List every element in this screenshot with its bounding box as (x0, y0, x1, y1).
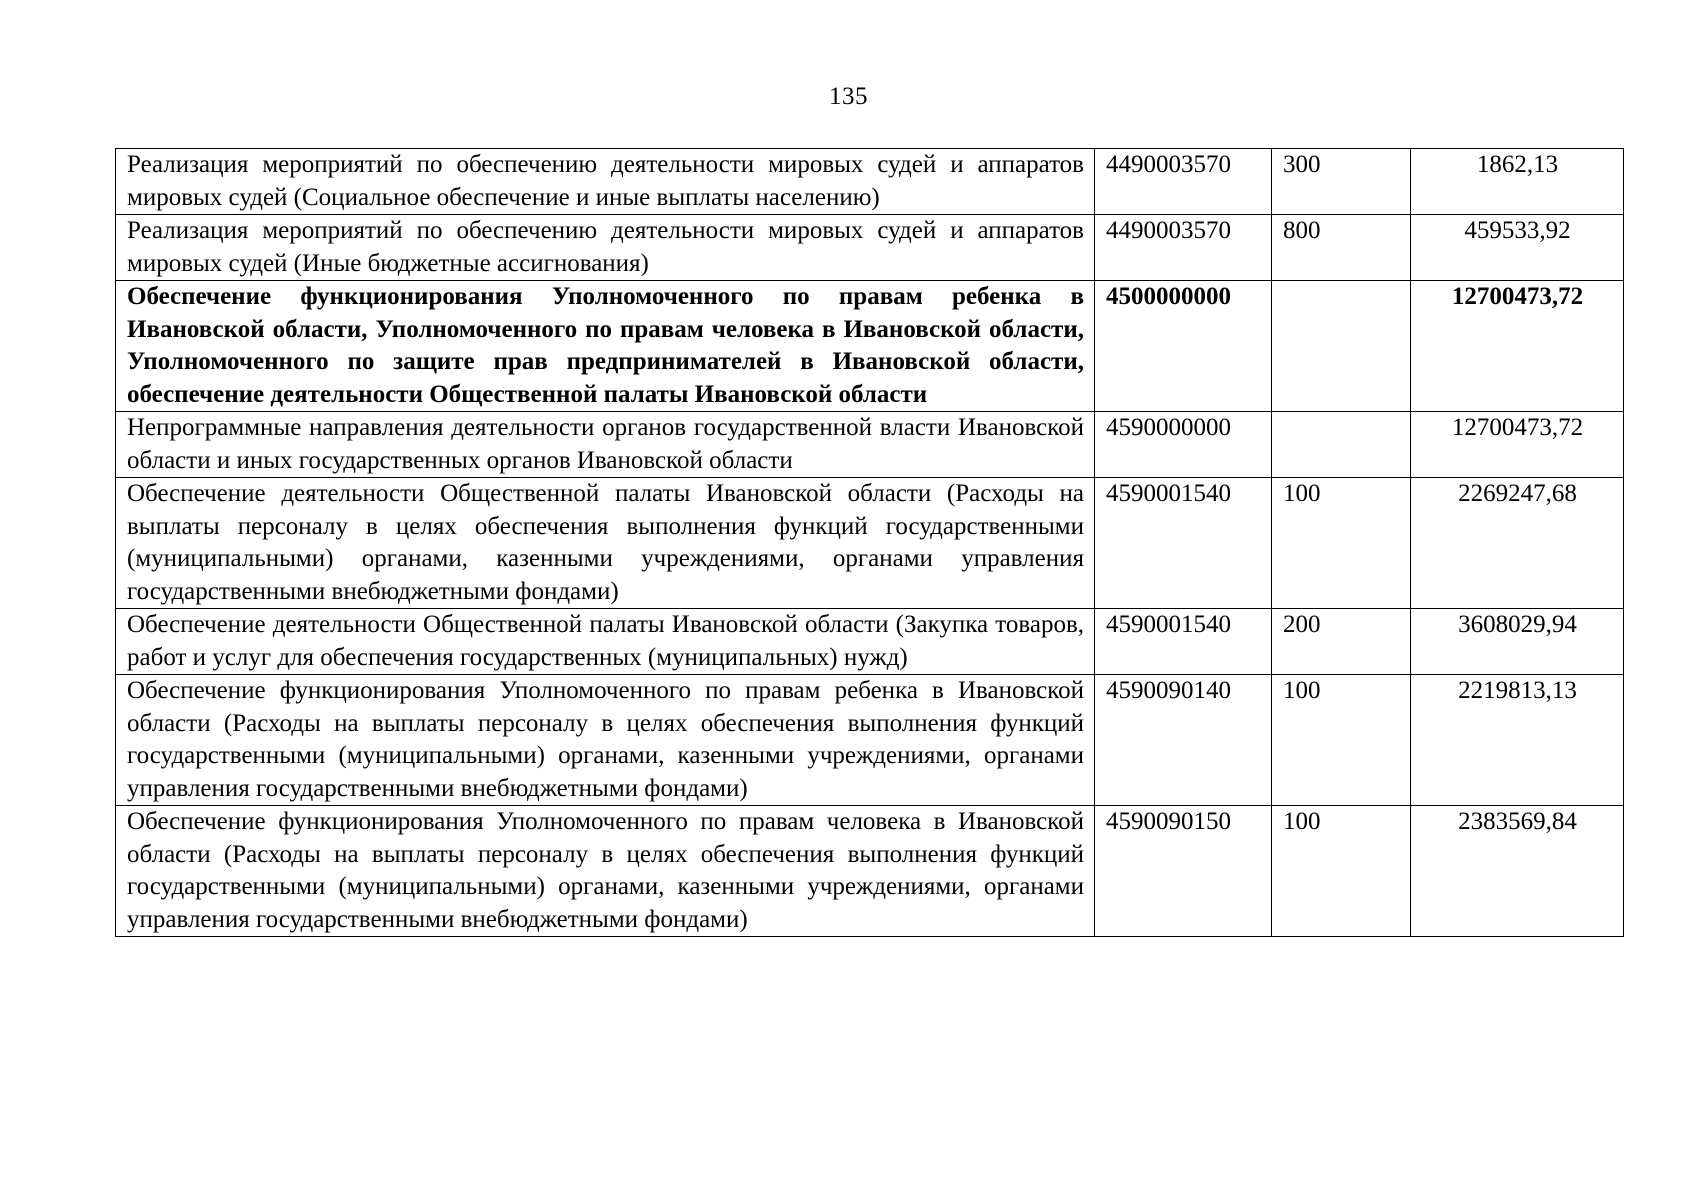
target-code-cell: 4490003570 (1095, 149, 1272, 215)
table-row (116, 149, 1624, 215)
target-code-cell: 4590090150 (1095, 806, 1272, 937)
expense-type-cell: 800 (1272, 215, 1411, 281)
amount-cell: 3608029,94 (1411, 609, 1624, 675)
item-name-cell: Обеспечение функционирования Уполномоченного по правам человека в Ивановской области (Расходы на выплаты персоналу в целях обеспечения выполнения функций государственными (муниципальными) органами, казенными учреждениями, органами управления государственными внебюджетными фондами) (116, 806, 1095, 937)
item-name-cell: Реализация мероприятий по обеспечению деятельности мировых судей и аппаратов мировых судей (Социальное обеспечение и иные выплаты населению) (116, 149, 1095, 215)
budget-table-body (116, 149, 1624, 937)
item-name-cell: Реализация мероприятий по обеспечению деятельности мировых судей и аппаратов мировых судей (Иные бюджетные ассигнования) (116, 215, 1095, 281)
budget-table (115, 148, 1624, 937)
amount-cell: 12700473,72 (1411, 412, 1624, 478)
item-name-cell: Непрограммные направления деятельности органов государственной власти Ивановской области и иных государственных органов Ивановской области (116, 412, 1095, 478)
target-code-cell: 4500000000 (1095, 281, 1272, 412)
target-code-cell: 4590001540 (1095, 478, 1272, 609)
table-row (116, 412, 1624, 478)
amount-cell: 1862,13 (1411, 149, 1624, 215)
item-name-cell: Обеспечение деятельности Общественной палаты Ивановской области (Расходы на выплаты персоналу в целях обеспечения выполнения функций государственными (муниципальными) органами, казенными учреждениями, органами управления государственными внебюджетными фондами) (116, 478, 1095, 609)
expense-type-cell: 100 (1272, 806, 1411, 937)
expense-type-cell (1272, 281, 1411, 412)
target-code-cell: 4490003570 (1095, 215, 1272, 281)
amount-cell: 459533,92 (1411, 215, 1624, 281)
amount-cell: 12700473,72 (1411, 281, 1624, 412)
table-row (116, 215, 1624, 281)
item-name-cell: Обеспечение функционирования Уполномоченного по правам ребенка в Ивановской области, Уполномоченного по правам человека в Ивановской области, Уполномоченного по защите прав предпринимателей в Ивановской области, обеспечение деятельности Общественной палаты Ивановской области (116, 281, 1095, 412)
page-number: 135 (829, 83, 868, 110)
amount-cell: 2219813,13 (1411, 675, 1624, 806)
target-code-cell: 4590000000 (1095, 412, 1272, 478)
expense-type-cell: 300 (1272, 149, 1411, 215)
expense-type-cell: 100 (1272, 478, 1411, 609)
expense-type-cell (1272, 412, 1411, 478)
item-name-cell: Обеспечение деятельности Общественной палаты Ивановской области (Закупка товаров, работ и услуг для обеспечения государственных (муниципальных) нужд) (116, 609, 1095, 675)
item-name-cell: Обеспечение функционирования Уполномоченного по правам ребенка в Ивановской области (Расходы на выплаты персоналу в целях обеспечения выполнения функций государственными (муниципальными) органами, казенными учреждениями, органами управления государственными внебюджетными фондами) (116, 675, 1095, 806)
expense-type-cell: 200 (1272, 609, 1411, 675)
table-row (116, 675, 1624, 806)
table-row-section-total (116, 281, 1624, 412)
table-row (116, 609, 1624, 675)
target-code-cell: 4590001540 (1095, 609, 1272, 675)
amount-cell: 2269247,68 (1411, 478, 1624, 609)
table-row (116, 478, 1624, 609)
target-code-cell: 4590090140 (1095, 675, 1272, 806)
table-row (116, 806, 1624, 937)
expense-type-cell: 100 (1272, 675, 1411, 806)
amount-cell: 2383569,84 (1411, 806, 1624, 937)
